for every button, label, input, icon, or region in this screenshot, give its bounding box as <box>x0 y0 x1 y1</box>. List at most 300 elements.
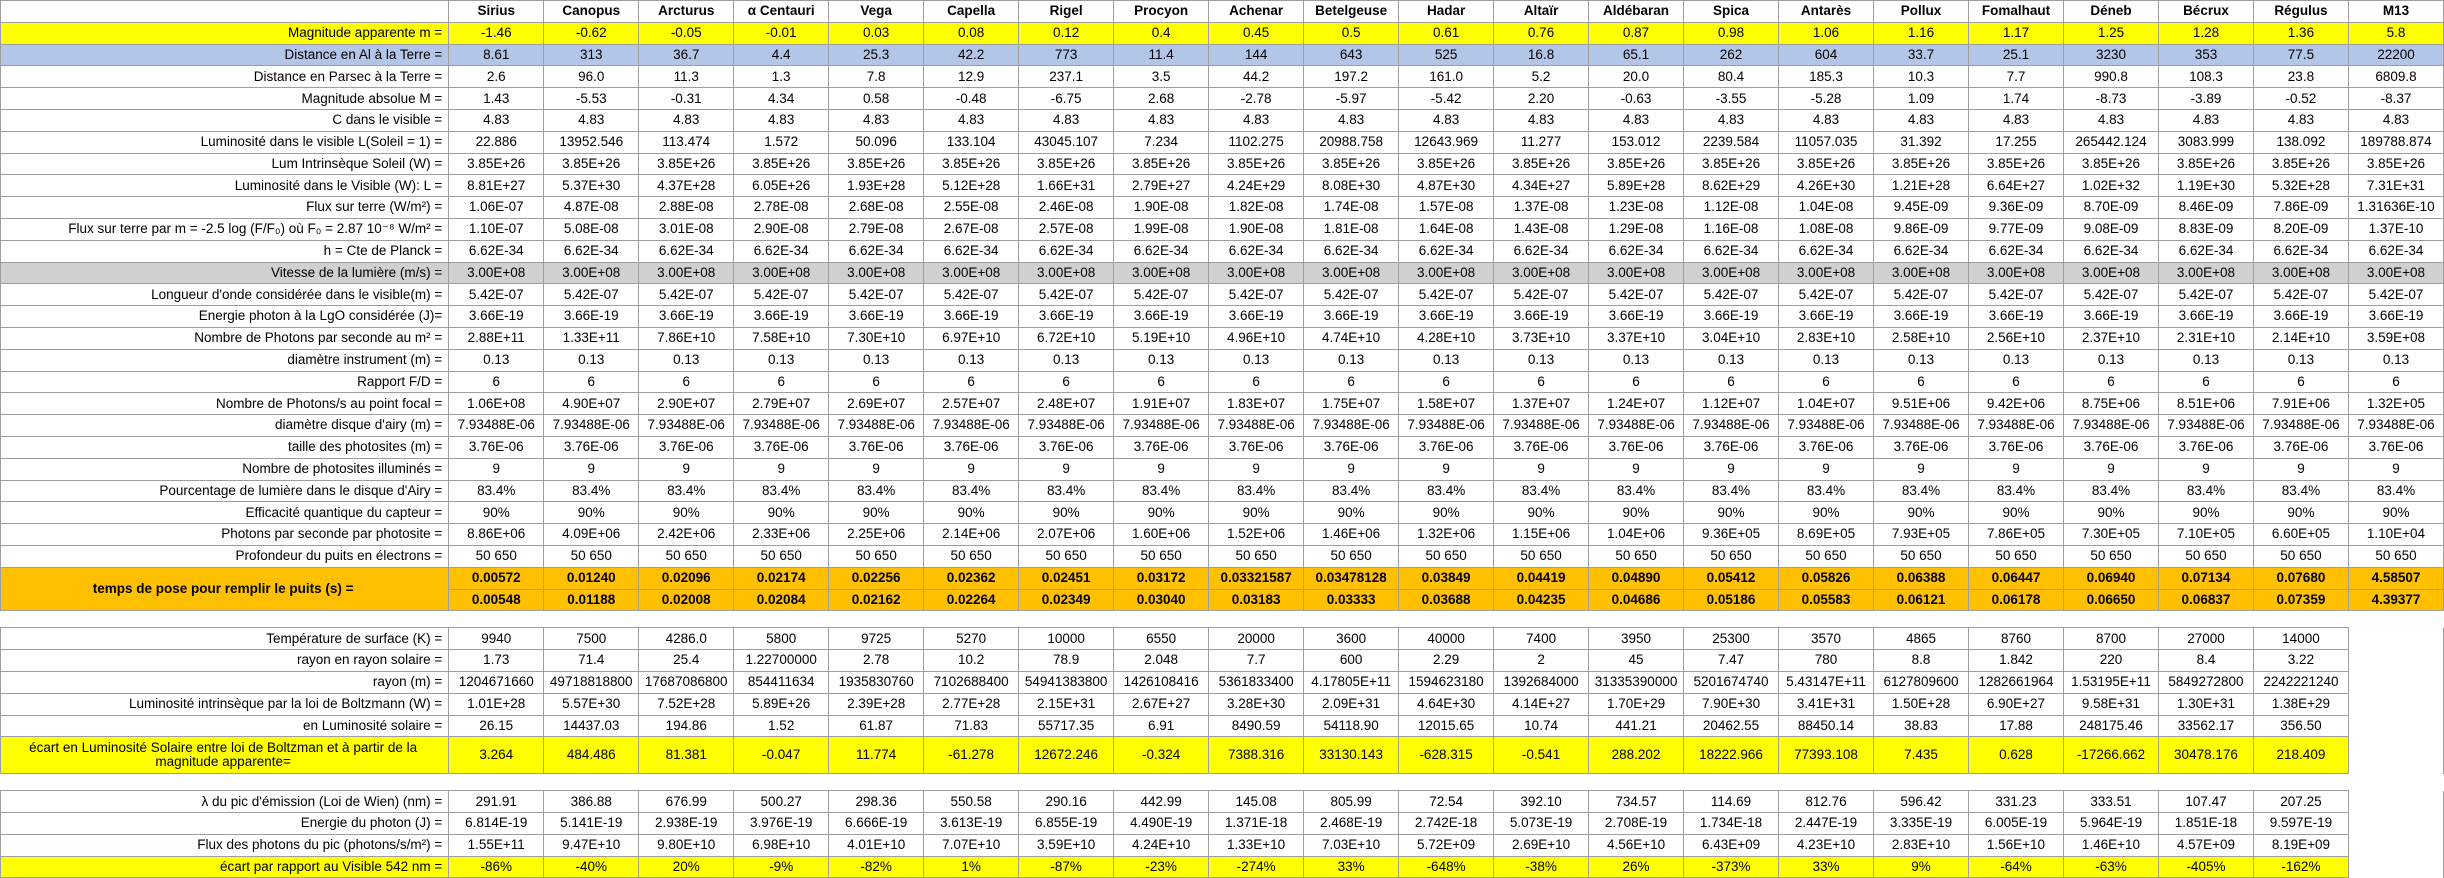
table-cell[interactable]: 1.08E-08 <box>1779 218 1874 240</box>
row-label[interactable]: Flux des photons du pic (photons/s/m²) = <box>1 834 449 856</box>
table-cell[interactable]: 3.85E+26 <box>1114 153 1209 175</box>
table-cell[interactable]: 4.4 <box>734 44 829 66</box>
table-cell[interactable]: 5270 <box>924 628 1019 650</box>
table-cell[interactable]: 6 <box>1494 371 1589 393</box>
table-cell[interactable]: 3.76E-06 <box>1779 436 1874 458</box>
table-cell[interactable]: 23.8 <box>2253 66 2348 88</box>
row-label[interactable]: Flux sur terre par m = -2.5 log (F/F₀) où F₀ = 2.87 10⁻⁸ W/m² = <box>1 218 449 240</box>
table-cell[interactable]: 185.3 <box>1779 66 1874 88</box>
table-cell[interactable]: 6 <box>1969 371 2064 393</box>
table-cell[interactable]: 83.4% <box>1874 480 1969 502</box>
exposure-cell[interactable]: 0.02008 <box>639 589 734 611</box>
table-cell[interactable]: 4.83 <box>2348 109 2443 131</box>
table-cell[interactable]: 17.88 <box>1969 715 2064 737</box>
table-cell[interactable]: 2.468E-19 <box>1304 813 1399 835</box>
table-cell[interactable]: 5.141E-19 <box>544 813 639 835</box>
table-cell[interactable]: 4.34E+27 <box>1494 175 1589 197</box>
table-cell[interactable]: 0.13 <box>1209 349 1304 371</box>
table-cell[interactable]: 7.234 <box>1114 131 1209 153</box>
table-cell[interactable]: -0.324 <box>1114 737 1209 774</box>
table-cell[interactable]: 6 <box>1019 371 1114 393</box>
table-cell[interactable]: 1% <box>924 856 1019 878</box>
row-label[interactable]: Distance en Al à la Terre = <box>1 44 449 66</box>
table-cell[interactable]: 3.85E+26 <box>1399 153 1494 175</box>
table-cell[interactable]: 5.42E-07 <box>449 284 544 306</box>
table-cell[interactable]: 1.30E+31 <box>2158 693 2253 715</box>
table-cell[interactable]: 3.66E-19 <box>2063 306 2158 328</box>
table-cell[interactable]: 2.88E+11 <box>449 327 544 349</box>
table-cell[interactable]: 50 650 <box>734 545 829 567</box>
table-cell[interactable]: 1.32E+05 <box>2348 393 2443 415</box>
header-star-name[interactable]: Sirius <box>449 1 544 23</box>
table-cell[interactable]: 16.8 <box>1494 44 1589 66</box>
table-cell[interactable]: 9725 <box>829 628 924 650</box>
table-cell[interactable]: 3.76E-06 <box>1114 436 1209 458</box>
table-cell[interactable]: 1.16E-08 <box>1684 218 1779 240</box>
table-cell[interactable]: 9.597E-19 <box>2253 813 2348 835</box>
table-cell[interactable]: 8.69E+05 <box>1779 524 1874 546</box>
table-cell[interactable]: 3.613E-19 <box>924 813 1019 835</box>
row-label[interactable]: Pourcentage de lumière dans le disque d'Airy = <box>1 480 449 502</box>
table-cell[interactable]: 2.78 <box>829 650 924 672</box>
table-cell[interactable]: 6.62E-34 <box>1494 240 1589 262</box>
table-cell[interactable]: -3.89 <box>2158 88 2253 110</box>
table-cell[interactable]: 3.00E+08 <box>639 262 734 284</box>
table-cell[interactable]: 3.66E-19 <box>1779 306 1874 328</box>
table-cell[interactable]: 2.57E-08 <box>1019 218 1114 240</box>
table-cell[interactable]: 4.64E+30 <box>1399 693 1494 715</box>
table-cell[interactable]: 3.85E+26 <box>1779 153 1874 175</box>
table-cell[interactable]: -38% <box>1494 856 1589 878</box>
row-label[interactable]: Luminosité intrinsèque par la loi de Boltzmann (W) = <box>1 693 449 715</box>
table-cell[interactable]: 8760 <box>1969 628 2064 650</box>
table-cell[interactable]: -63% <box>2063 856 2158 878</box>
table-cell[interactable]: 6.62E-34 <box>544 240 639 262</box>
table-cell[interactable]: 50 650 <box>1209 545 1304 567</box>
table-cell[interactable]: 50 650 <box>1494 545 1589 567</box>
table-cell[interactable]: 3.76E-06 <box>2253 436 2348 458</box>
table-cell[interactable]: 6.62E-34 <box>639 240 734 262</box>
table-cell[interactable]: 1.19E+30 <box>2158 175 2253 197</box>
table-cell[interactable]: 5.32E+28 <box>2253 175 2348 197</box>
table-cell[interactable]: 0.13 <box>2158 349 2253 371</box>
table-cell[interactable]: 40000 <box>1399 628 1494 650</box>
table-cell[interactable]: 5.19E+10 <box>1114 327 1209 349</box>
row-label[interactable]: Température de surface (K) = <box>1 628 449 650</box>
table-cell[interactable]: 0.13 <box>734 349 829 371</box>
table-cell[interactable]: 500.27 <box>734 791 829 813</box>
table-cell[interactable]: 6809.8 <box>2348 66 2443 88</box>
table-cell[interactable]: 4.96E+10 <box>1209 327 1304 349</box>
table-cell[interactable]: 773 <box>1019 44 1114 66</box>
table-cell[interactable]: 0.628 <box>1969 737 2064 774</box>
table-cell[interactable]: 600 <box>1304 650 1399 672</box>
table-cell[interactable]: 9 <box>544 458 639 480</box>
table-cell[interactable]: 9.47E+10 <box>544 834 639 856</box>
table-cell[interactable]: 3.76E-06 <box>544 436 639 458</box>
table-cell[interactable]: 596.42 <box>1874 791 1969 813</box>
table-cell[interactable]: 90% <box>1684 502 1779 524</box>
table-cell[interactable]: 1.37E-08 <box>1494 197 1589 219</box>
table-cell[interactable]: 9.42E+06 <box>1969 393 2064 415</box>
table-cell[interactable]: 3.85E+26 <box>1019 153 1114 175</box>
row-label[interactable]: diamètre instrument (m) = <box>1 349 449 371</box>
table-cell[interactable]: 4.37E+28 <box>639 175 734 197</box>
exposure-cell[interactable]: 0.04419 <box>1494 567 1589 589</box>
table-cell[interactable]: 5.72E+09 <box>1399 834 1494 856</box>
table-cell[interactable]: 9.36E-09 <box>1969 197 2064 219</box>
table-cell[interactable]: 1.46E+06 <box>1304 524 1399 546</box>
table-cell[interactable]: 5.42E-07 <box>924 284 1019 306</box>
table-cell[interactable]: 1.28 <box>2158 22 2253 44</box>
table-cell[interactable]: 5.42E-07 <box>2348 284 2443 306</box>
exposure-cell[interactable]: 4.58507 <box>2348 567 2443 589</box>
table-cell[interactable] <box>2348 650 2443 672</box>
table-cell[interactable]: 50 650 <box>1969 545 2064 567</box>
table-cell[interactable]: 4.83 <box>734 109 829 131</box>
table-cell[interactable]: 90% <box>2063 502 2158 524</box>
table-cell[interactable]: 0.61 <box>1399 22 1494 44</box>
table-cell[interactable]: 1.04E+07 <box>1779 393 1874 415</box>
table-cell[interactable]: 1.02E+32 <box>2063 175 2158 197</box>
table-cell[interactable]: 2.938E-19 <box>639 813 734 835</box>
table-cell[interactable]: 4.83 <box>449 109 544 131</box>
table-cell[interactable]: 3.28E+30 <box>1209 693 1304 715</box>
exposure-cell[interactable]: 0.07680 <box>2253 567 2348 589</box>
table-cell[interactable]: 6.62E-34 <box>1114 240 1209 262</box>
table-cell[interactable]: 9 <box>2253 458 2348 480</box>
table-cell[interactable]: 0.13 <box>924 349 1019 371</box>
table-cell[interactable]: 2.67E+27 <box>1114 693 1209 715</box>
table-cell[interactable]: 291.91 <box>449 791 544 813</box>
table-cell[interactable]: 4.83 <box>1874 109 1969 131</box>
table-cell[interactable]: 6 <box>2348 371 2443 393</box>
table-cell[interactable]: 4.09E+06 <box>544 524 639 546</box>
table-cell[interactable]: 3.85E+26 <box>734 153 829 175</box>
table-cell[interactable]: 1.04E+06 <box>1589 524 1684 546</box>
table-cell[interactable]: 7.91E+06 <box>2253 393 2348 415</box>
table-cell[interactable]: 8.81E+27 <box>449 175 544 197</box>
table-cell[interactable]: 4.83 <box>1304 109 1399 131</box>
exposure-cell[interactable]: 0.02174 <box>734 567 829 589</box>
table-cell[interactable]: -3.55 <box>1684 88 1779 110</box>
exposure-cell[interactable]: 0.05826 <box>1779 567 1874 589</box>
header-star-name[interactable]: Canopus <box>544 1 639 23</box>
table-cell[interactable]: 1.29E-08 <box>1589 218 1684 240</box>
table-cell[interactable]: 3.00E+08 <box>2063 262 2158 284</box>
table-cell[interactable]: 4.87E+30 <box>1399 175 1494 197</box>
table-cell[interactable]: 1.371E-18 <box>1209 813 1304 835</box>
table-cell[interactable]: 3.73E+10 <box>1494 327 1589 349</box>
table-cell[interactable]: 2.69E+07 <box>829 393 924 415</box>
table-cell[interactable]: 8490.59 <box>1209 715 1304 737</box>
table-cell[interactable]: 220 <box>2063 650 2158 672</box>
table-cell[interactable]: 3.76E-06 <box>1399 436 1494 458</box>
table-cell[interactable]: 6 <box>1589 371 1684 393</box>
table-cell[interactable]: 12643.969 <box>1399 131 1494 153</box>
table-cell[interactable]: 1594623180 <box>1399 671 1494 693</box>
table-cell[interactable]: 288.202 <box>1589 737 1684 774</box>
table-cell[interactable]: 4.34 <box>734 88 829 110</box>
table-cell[interactable]: 65.1 <box>1589 44 1684 66</box>
table-cell[interactable]: 4.24E+10 <box>1114 834 1209 856</box>
table-cell[interactable]: 7.93488E-06 <box>1589 415 1684 437</box>
table-cell[interactable]: 2 <box>1494 650 1589 672</box>
table-cell[interactable]: 81.381 <box>639 737 734 774</box>
table-cell[interactable]: 3.76E-06 <box>829 436 924 458</box>
table-cell[interactable]: 3.00E+08 <box>2158 262 2253 284</box>
table-cell[interactable]: 7.93488E-06 <box>1114 415 1209 437</box>
table-cell[interactable]: 3.85E+26 <box>1874 153 1969 175</box>
table-cell[interactable]: 2.83E+10 <box>1874 834 1969 856</box>
exposure-cell[interactable]: 0.03172 <box>1114 567 1209 589</box>
exposure-cell[interactable]: 0.05186 <box>1684 589 1779 611</box>
table-cell[interactable]: 0.13 <box>1684 349 1779 371</box>
table-cell[interactable]: 2.48E+07 <box>1019 393 1114 415</box>
table-cell[interactable]: 3.66E-19 <box>829 306 924 328</box>
row-label[interactable]: Energie du photon (J) = <box>1 813 449 835</box>
table-cell[interactable]: 6.855E-19 <box>1019 813 1114 835</box>
table-cell[interactable]: 7.93488E-06 <box>2253 415 2348 437</box>
table-cell[interactable]: 9.86E-09 <box>1874 218 1969 240</box>
table-cell[interactable]: 6 <box>1209 371 1304 393</box>
header-star-name[interactable]: Altaïr <box>1494 1 1589 23</box>
table-cell[interactable]: 5.8 <box>2348 22 2443 44</box>
table-cell[interactable]: 5.42E-07 <box>1969 284 2064 306</box>
table-cell[interactable]: 2.68 <box>1114 88 1209 110</box>
table-cell[interactable]: 4.83 <box>2158 109 2253 131</box>
table-cell[interactable]: -87% <box>1019 856 1114 878</box>
table-cell[interactable]: 812.76 <box>1779 791 1874 813</box>
table-cell[interactable]: 25.4 <box>639 650 734 672</box>
table-cell[interactable]: 8.70E-09 <box>2063 197 2158 219</box>
table-cell[interactable]: 4.74E+10 <box>1304 327 1399 349</box>
table-cell[interactable]: 20462.55 <box>1684 715 1779 737</box>
table-cell[interactable]: 9 <box>2063 458 2158 480</box>
table-cell[interactable]: 0.87 <box>1589 22 1684 44</box>
table-cell[interactable]: 6.62E-34 <box>2063 240 2158 262</box>
table-cell[interactable]: -17266.662 <box>2063 737 2158 774</box>
exposure-cell[interactable]: 0.02096 <box>639 567 734 589</box>
table-cell[interactable]: 72.54 <box>1399 791 1494 813</box>
table-cell[interactable]: 6 <box>2063 371 2158 393</box>
table-cell[interactable]: 2.79E+27 <box>1114 175 1209 197</box>
table-cell[interactable]: 3.01E-08 <box>639 218 734 240</box>
table-cell[interactable]: 83.4% <box>2063 480 2158 502</box>
table-cell[interactable]: 1.734E-18 <box>1684 813 1779 835</box>
table-cell[interactable]: 1.83E+07 <box>1209 393 1304 415</box>
exposure-cell[interactable]: 0.06447 <box>1969 567 2064 589</box>
table-cell[interactable]: 5.89E+26 <box>734 693 829 715</box>
table-cell[interactable]: 83.4% <box>2348 480 2443 502</box>
table-cell[interactable]: 7.47 <box>1684 650 1779 672</box>
table-cell[interactable]: 54118.90 <box>1304 715 1399 737</box>
table-cell[interactable] <box>2348 693 2443 715</box>
table-cell[interactable]: 6.62E-34 <box>1969 240 2064 262</box>
table-cell[interactable]: -8.73 <box>2063 88 2158 110</box>
table-cell[interactable]: 604 <box>1779 44 1874 66</box>
table-cell[interactable]: 2.742E-18 <box>1399 813 1494 835</box>
table-cell[interactable]: 113.474 <box>639 131 734 153</box>
table-cell[interactable]: 0.13 <box>1494 349 1589 371</box>
table-cell[interactable]: 9 <box>829 458 924 480</box>
row-label[interactable]: en Luminosité solaire = <box>1 715 449 737</box>
table-cell[interactable]: 3.00E+08 <box>1874 262 1969 284</box>
table-cell[interactable]: 7.93488E-06 <box>1969 415 2064 437</box>
table-cell[interactable]: 1.73 <box>449 650 544 672</box>
table-cell[interactable]: 7.10E+05 <box>2158 524 2253 546</box>
table-cell[interactable]: 1.99E-08 <box>1114 218 1209 240</box>
table-cell[interactable]: 3.00E+08 <box>1589 262 1684 284</box>
table-cell[interactable]: 4.83 <box>1684 109 1779 131</box>
exposure-cell[interactable]: 0.02451 <box>1019 567 1114 589</box>
table-cell[interactable]: 153.012 <box>1589 131 1684 153</box>
table-cell[interactable]: -0.047 <box>734 737 829 774</box>
table-cell[interactable]: 54941383800 <box>1019 671 1114 693</box>
table-cell[interactable]: 83.4% <box>1399 480 1494 502</box>
table-cell[interactable]: 3083.999 <box>2158 131 2253 153</box>
table-cell[interactable]: 83.4% <box>829 480 924 502</box>
table-cell[interactable]: 3.00E+08 <box>1304 262 1399 284</box>
table-cell[interactable]: 3.00E+08 <box>1969 262 2064 284</box>
table-cell[interactable]: 8.51E+06 <box>2158 393 2253 415</box>
table-cell[interactable]: 1.24E+07 <box>1589 393 1684 415</box>
table-cell[interactable]: 9.58E+31 <box>2063 693 2158 715</box>
table-cell[interactable]: 3.00E+08 <box>449 262 544 284</box>
table-cell[interactable]: 90% <box>1304 502 1399 524</box>
table-cell[interactable]: 780 <box>1779 650 1874 672</box>
exposure-cell[interactable]: 0.03321587 <box>1209 567 1304 589</box>
table-cell[interactable]: 7.93488E-06 <box>1209 415 1304 437</box>
table-cell[interactable]: 20% <box>639 856 734 878</box>
table-cell[interactable]: 2.90E+07 <box>639 393 734 415</box>
table-cell[interactable]: 3570 <box>1779 628 1874 650</box>
table-cell[interactable]: -23% <box>1114 856 1209 878</box>
exposure-cell[interactable]: 0.02256 <box>829 567 924 589</box>
exposure-cell[interactable]: 0.03333 <box>1304 589 1399 611</box>
table-cell[interactable]: 3.66E-19 <box>639 306 734 328</box>
table-cell[interactable]: 4.01E+10 <box>829 834 924 856</box>
table-cell[interactable]: 11.4 <box>1114 44 1209 66</box>
table-cell[interactable]: 0.13 <box>2348 349 2443 371</box>
table-cell[interactable]: 8.83E-09 <box>2158 218 2253 240</box>
row-label[interactable]: Nombre de Photons par seconde au m² = <box>1 327 449 349</box>
table-cell[interactable]: 22200 <box>2348 44 2443 66</box>
table-cell[interactable]: 3.76E-06 <box>449 436 544 458</box>
table-cell[interactable]: 25300 <box>1684 628 1779 650</box>
exposure-cell[interactable]: 0.03849 <box>1399 567 1494 589</box>
table-cell[interactable]: 6.005E-19 <box>1969 813 2064 835</box>
table-cell[interactable]: 3.59E+08 <box>2348 327 2443 349</box>
table-cell[interactable]: 6.62E-34 <box>1209 240 1304 262</box>
table-cell[interactable]: 6.666E-19 <box>829 813 924 835</box>
table-cell[interactable]: 50 650 <box>449 545 544 567</box>
table-cell[interactable]: 248175.46 <box>2063 715 2158 737</box>
table-cell[interactable]: 50 650 <box>639 545 734 567</box>
table-cell[interactable]: -82% <box>829 856 924 878</box>
table-cell[interactable]: 10.3 <box>1874 66 1969 88</box>
table-cell[interactable]: 4.14E+27 <box>1494 693 1589 715</box>
row-label[interactable]: Lum Intrinsèque Soleil (W) = <box>1 153 449 175</box>
table-cell[interactable]: 1.46E+10 <box>2063 834 2158 856</box>
table-cell[interactable]: 3.5 <box>1114 66 1209 88</box>
table-cell[interactable]: 1.58E+07 <box>1399 393 1494 415</box>
table-cell[interactable]: 9 <box>1779 458 1874 480</box>
table-cell[interactable]: 1.15E+06 <box>1494 524 1589 546</box>
table-cell[interactable]: 353 <box>2158 44 2253 66</box>
table-cell[interactable]: 90% <box>829 502 924 524</box>
table-cell[interactable]: 4.490E-19 <box>1114 813 1209 835</box>
table-cell[interactable]: -6.75 <box>1019 88 1114 110</box>
table-cell[interactable]: 83.4% <box>2253 480 2348 502</box>
table-cell[interactable]: 2.79E-08 <box>829 218 924 240</box>
table-cell[interactable]: 6.62E-34 <box>734 240 829 262</box>
table-cell[interactable]: 4.83 <box>924 109 1019 131</box>
table-cell[interactable]: 90% <box>1969 502 2064 524</box>
table-cell[interactable]: 5.42E-07 <box>544 284 639 306</box>
table-cell[interactable]: 0.13 <box>639 349 734 371</box>
table-cell[interactable]: 4.83 <box>1969 109 2064 131</box>
table-cell[interactable]: 6.98E+10 <box>734 834 829 856</box>
table-cell[interactable]: 2.048 <box>1114 650 1209 672</box>
table-cell[interactable]: 2.56E+10 <box>1969 327 2064 349</box>
table-cell[interactable]: 7500 <box>544 628 639 650</box>
table-cell[interactable]: 14000 <box>2253 628 2348 650</box>
table-cell[interactable]: 3.66E-19 <box>1494 306 1589 328</box>
table-cell[interactable]: 3.85E+26 <box>2348 153 2443 175</box>
table-cell[interactable]: 50 650 <box>2348 545 2443 567</box>
header-star-name[interactable]: Vega <box>829 1 924 23</box>
table-cell[interactable]: 3.85E+26 <box>639 153 734 175</box>
table-cell[interactable]: 2.69E+10 <box>1494 834 1589 856</box>
exposure-cell[interactable]: 0.04890 <box>1589 567 1684 589</box>
table-cell[interactable]: 0.4 <box>1114 22 1209 44</box>
table-cell[interactable]: 6 <box>829 371 924 393</box>
table-cell[interactable]: 7.86E-09 <box>2253 197 2348 219</box>
table-cell[interactable]: 4865 <box>1874 628 1969 650</box>
table-cell[interactable]: 9 <box>2158 458 2253 480</box>
table-cell[interactable]: 6 <box>2158 371 2253 393</box>
table-cell[interactable]: 1.842 <box>1969 650 2064 672</box>
table-cell[interactable]: 3.76E-06 <box>1684 436 1779 458</box>
table-cell[interactable]: -274% <box>1209 856 1304 878</box>
table-cell[interactable]: 22.886 <box>449 131 544 153</box>
table-cell[interactable]: 0.12 <box>1019 22 1114 44</box>
table-cell[interactable]: 550.58 <box>924 791 1019 813</box>
row-label[interactable]: λ du pic d'émission (Loi de Wien) (nm) = <box>1 791 449 813</box>
table-cell[interactable]: 1.43 <box>449 88 544 110</box>
table-cell[interactable]: 1.33E+10 <box>1209 834 1304 856</box>
table-cell[interactable]: 145.08 <box>1209 791 1304 813</box>
table-cell[interactable]: 2.29 <box>1399 650 1494 672</box>
table-cell[interactable]: 8.4 <box>2158 650 2253 672</box>
table-cell[interactable] <box>2348 628 2443 650</box>
table-cell[interactable]: 3.00E+08 <box>1684 262 1779 284</box>
table-cell[interactable]: 8.8 <box>1874 650 1969 672</box>
table-cell[interactable]: 298.36 <box>829 791 924 813</box>
table-cell[interactable]: 7.93488E-06 <box>639 415 734 437</box>
table-cell[interactable]: 7.93488E-06 <box>829 415 924 437</box>
table-cell[interactable]: 9.45E-09 <box>1874 197 1969 219</box>
table-cell[interactable]: 2.37E+10 <box>2063 327 2158 349</box>
table-cell[interactable]: 9 <box>1969 458 2064 480</box>
table-cell[interactable]: 734.57 <box>1589 791 1684 813</box>
table-cell[interactable]: 33562.17 <box>2158 715 2253 737</box>
table-cell[interactable]: 3.37E+10 <box>1589 327 1684 349</box>
table-cell[interactable]: 2.07E+06 <box>1019 524 1114 546</box>
table-cell[interactable]: 20000 <box>1209 628 1304 650</box>
table-cell[interactable]: 4.83 <box>1114 109 1209 131</box>
